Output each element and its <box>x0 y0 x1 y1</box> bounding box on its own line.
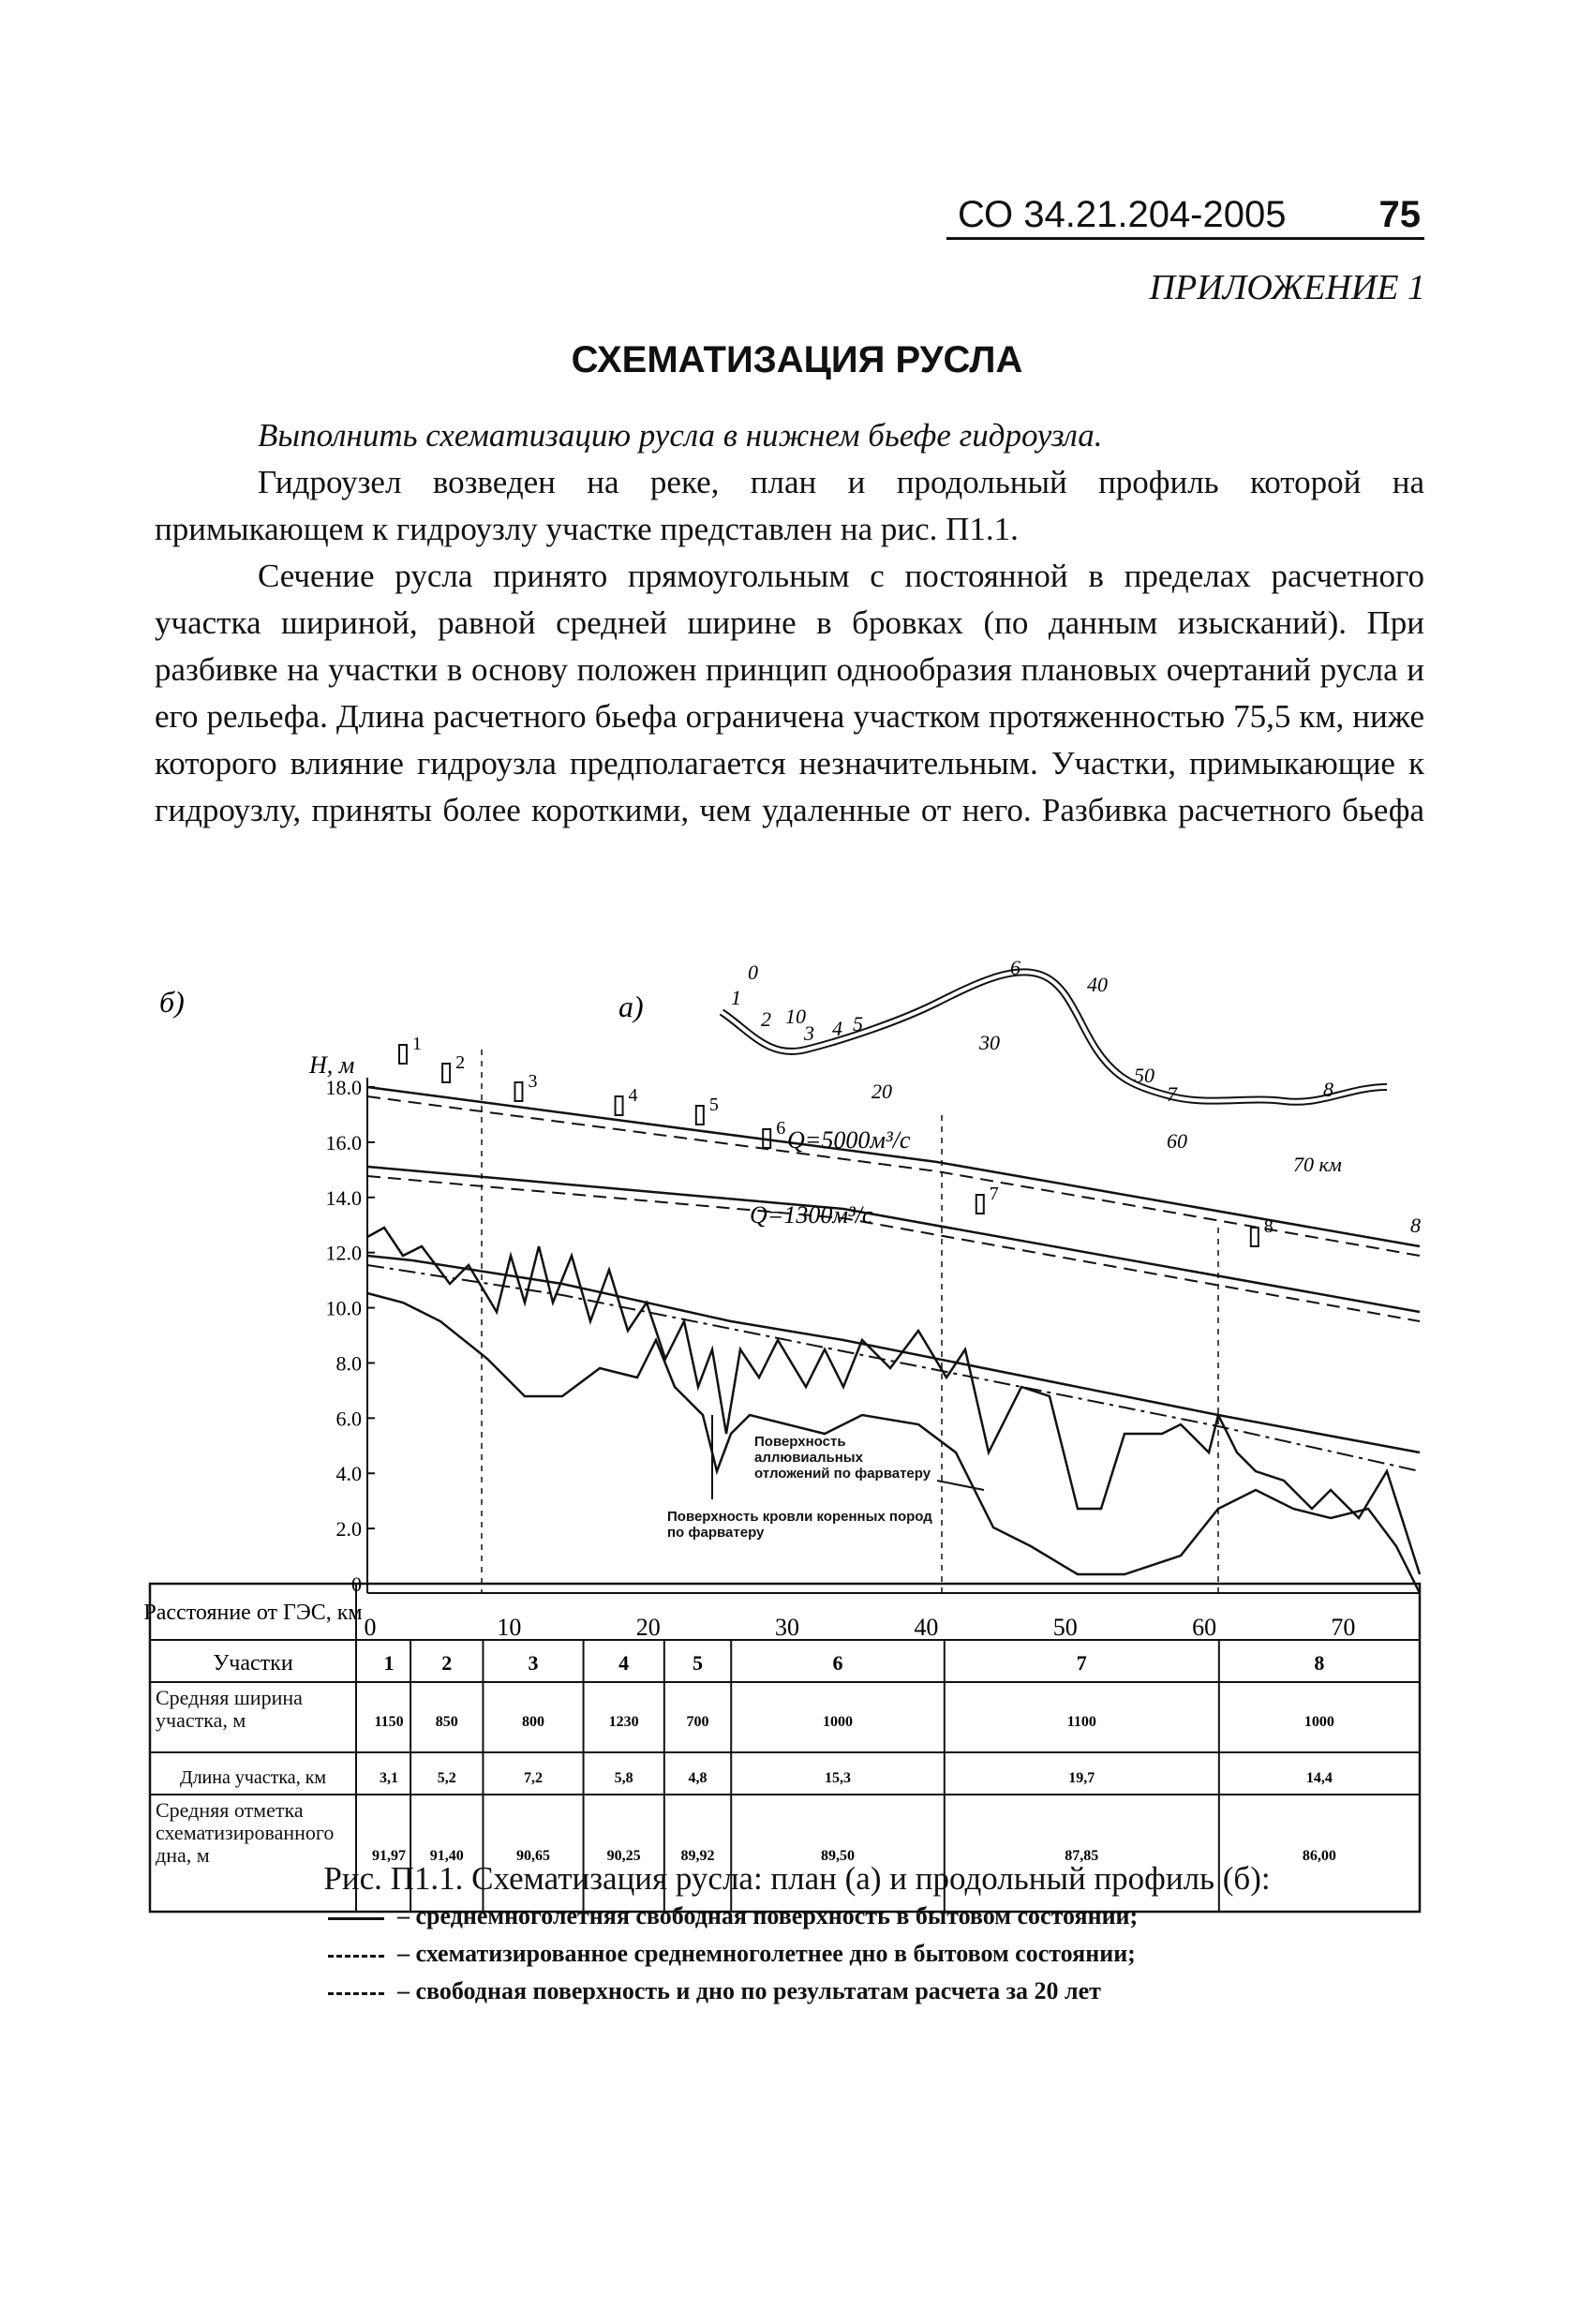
y-tick-label: 14.0 <box>325 1185 362 1210</box>
section-width: 1000 <box>823 1714 854 1730</box>
section-bed-mark: 91,40 <box>429 1848 464 1864</box>
running-header <box>946 192 1424 240</box>
section-width: 1100 <box>1066 1714 1096 1730</box>
plan-km-label: 1 <box>731 986 741 1009</box>
section-marker <box>442 1064 450 1082</box>
section-length: 7,2 <box>524 1770 544 1786</box>
plan-km-label: 40 <box>1087 973 1108 996</box>
legend-dashed: – свободная поверхность и дно по результатам расчета за 20 лет <box>328 1977 1101 2005</box>
y-tick-label: 4.0 <box>335 1462 362 1486</box>
section-bed-mark: 90,65 <box>516 1848 551 1864</box>
section-marker <box>616 1096 623 1115</box>
section-number: 6 <box>832 1651 843 1675</box>
y-tick-label: 10.0 <box>325 1296 362 1320</box>
y-tick-label: 6.0 <box>335 1407 362 1431</box>
figure-caption: Рис. П1.1. Схематизация русла: план (а) и продольный профиль (б): <box>323 1860 1271 1897</box>
paragraph: Сечение русла принято прямоугольным с постоянной в пределах расчетного участка шириной, равной средней ширине в бровках (по данным изысканий). При разбивке на участки в основу положен принцип однообразия плановых очертаний русла и его рельефа. Длина расчетного бьефа ограничена участком протяженностью 75,5 км, ниже которого влияние гидроузла предполагается незначительным. Участки, примыкающие к гидроузлу, приняты более короткими, чем удаленные от него. Разбивка расчетного бьефа <box>155 558 1424 828</box>
plan-km-label: 20 <box>871 1080 892 1103</box>
section-length: 4,8 <box>688 1770 708 1786</box>
section-length: 15,3 <box>825 1770 852 1786</box>
annotation-leader <box>937 1481 984 1490</box>
section-marker-label: 2 <box>455 1052 466 1073</box>
y-tick-label: 16.0 <box>325 1130 362 1155</box>
section-number: 8 <box>1314 1651 1325 1675</box>
paragraph: Гидроузел возведен на реке, план и продольный профиль которой на примыкающем к гидроузлу участке представлен на рис. П1.1. <box>155 464 1424 547</box>
section-bed-mark: 89,92 <box>680 1848 715 1864</box>
figure <box>0 946 1594 2324</box>
y-tick-label: 18.0 <box>325 1076 362 1099</box>
panel-label-b: б) <box>159 985 185 1019</box>
row-header-distance: Расстояние от ГЭС, км <box>143 1601 363 1625</box>
x-tick-label: 30 <box>775 1614 800 1641</box>
plan-river <box>722 972 1387 1101</box>
plan-km-label: 10 <box>785 1005 806 1028</box>
section-width: 1150 <box>374 1714 404 1730</box>
legend-solid-swatch <box>328 1917 384 1920</box>
surface-high-calc <box>367 1096 1420 1256</box>
section-marker-label: 4 <box>628 1085 638 1106</box>
flow-low-label: Q=1300м³/с <box>750 1201 873 1229</box>
section-marker-label: 7 <box>989 1184 999 1204</box>
section-width: 850 <box>435 1714 458 1730</box>
plan-km-label: 50 <box>1134 1064 1155 1087</box>
plan-km-label: 0 <box>748 961 758 984</box>
section-number: 5 <box>693 1651 704 1675</box>
plan-km-label: 60 <box>1167 1129 1187 1153</box>
annotation-bedrock: Поверхность кровли коренных пород по фарватеру <box>667 1509 932 1541</box>
section-number: 2 <box>441 1651 453 1675</box>
x-tick-label: 10 <box>497 1614 522 1641</box>
section-marker <box>976 1195 984 1214</box>
legend-dashdot: – схематизированное среднемноголетнее дно в бытовом состоянии; <box>328 1940 1136 1968</box>
legend-dashed-swatch <box>328 1992 384 1995</box>
section-marker-label: 3 <box>528 1071 538 1092</box>
page-number: 75 <box>1378 194 1421 235</box>
section-title: СХЕМАТИЗАЦИЯ РУСЛА <box>571 339 1023 380</box>
y-axis-label: H, м <box>309 1051 355 1079</box>
paragraph: Выполнить схематизацию русла в нижнем бьефе гидроузла. <box>258 417 1103 454</box>
row-header-bedmark: Средняя отметка схематизированного дна, м <box>156 1799 335 1867</box>
section-marker-label: 6 <box>776 1118 786 1139</box>
section-marker <box>514 1082 522 1101</box>
plan-km-label: 4 <box>832 1017 842 1040</box>
plan-km-label: 70 км <box>1293 1153 1342 1176</box>
section-marker-label: 8 <box>1263 1216 1274 1237</box>
appendix-label: ПРИЛОЖЕНИЕ 1 <box>1149 268 1425 307</box>
x-tick-label: 60 <box>1192 1614 1217 1641</box>
flow-high-label: Q=5000м³/с <box>787 1126 911 1154</box>
x-tick-label: 0 <box>364 1614 377 1641</box>
plan-km-label: 5 <box>853 1012 863 1035</box>
section-width: 1230 <box>608 1714 639 1730</box>
plan-river-inner <box>722 972 1387 1101</box>
section-marker-label: 1 <box>412 1034 422 1054</box>
legend-dashdot-swatch <box>328 1955 384 1958</box>
section-width: 800 <box>522 1714 545 1730</box>
y-tick-label: 12.0 <box>325 1241 362 1265</box>
row-header-width: Средняя ширина участка, м <box>156 1687 303 1732</box>
section-number: 7 <box>1076 1651 1087 1675</box>
section-marker <box>399 1045 407 1064</box>
plan-km-label: 7 <box>1167 1082 1177 1106</box>
plan-km-label: 3 <box>804 1021 814 1045</box>
section-marker-label: 5 <box>708 1095 719 1115</box>
x-tick-label: 70 <box>1331 1614 1356 1641</box>
annotation-alluvial: Поверхность аллювиальных отложений по фарватеру <box>754 1434 931 1482</box>
x-tick-label: 40 <box>914 1614 939 1641</box>
section-marker <box>696 1106 704 1125</box>
section-marker <box>1251 1228 1259 1246</box>
row-header-sections: Участки <box>213 1651 293 1676</box>
section-width: 1000 <box>1304 1714 1334 1730</box>
x-tick-label: 50 <box>1052 1614 1078 1641</box>
section-bed-mark: 87,85 <box>1065 1848 1099 1864</box>
section-number: 1 <box>383 1651 395 1675</box>
section-length: 3,1 <box>380 1770 399 1786</box>
surface-high-line <box>367 1087 1420 1246</box>
plan-km-label: 2 <box>761 1007 771 1031</box>
section-length: 19,7 <box>1068 1770 1095 1786</box>
y-tick-label: 2.0 <box>335 1517 362 1542</box>
plan-km-label: 6 <box>1010 956 1020 979</box>
bed-schematized <box>367 1256 1420 1452</box>
section-number: 4 <box>618 1651 630 1675</box>
section-length: 5,2 <box>437 1770 456 1786</box>
section-width: 700 <box>686 1714 709 1730</box>
y-tick-label: 8.0 <box>335 1351 362 1376</box>
panel-label-a: а) <box>618 990 644 1023</box>
row-header-length: Длина участка, км <box>179 1767 327 1788</box>
plan-km-label: 8 <box>1323 1078 1333 1101</box>
section-length: 14,4 <box>1305 1770 1333 1786</box>
y-tick-label: 0 <box>351 1572 362 1596</box>
plan-km-label: 30 <box>979 1031 1000 1054</box>
section-bed-mark: 91,97 <box>372 1848 407 1864</box>
section-bed-mark: 89,50 <box>821 1848 856 1864</box>
plan-km-label: 8 <box>1410 1214 1421 1237</box>
section-number: 3 <box>528 1651 539 1675</box>
section-bed-mark: 86,00 <box>1302 1848 1336 1864</box>
section-length: 5,8 <box>614 1770 633 1786</box>
document-code: СО 34.21.204-2005 <box>958 194 1287 235</box>
section-bed-mark: 90,25 <box>606 1848 641 1864</box>
x-tick-label: 20 <box>635 1614 661 1641</box>
body-text <box>155 412 1424 834</box>
legend-solid: – среднемноголетняя свободная поверхность в бытовом состоянии; <box>328 1902 1138 1930</box>
